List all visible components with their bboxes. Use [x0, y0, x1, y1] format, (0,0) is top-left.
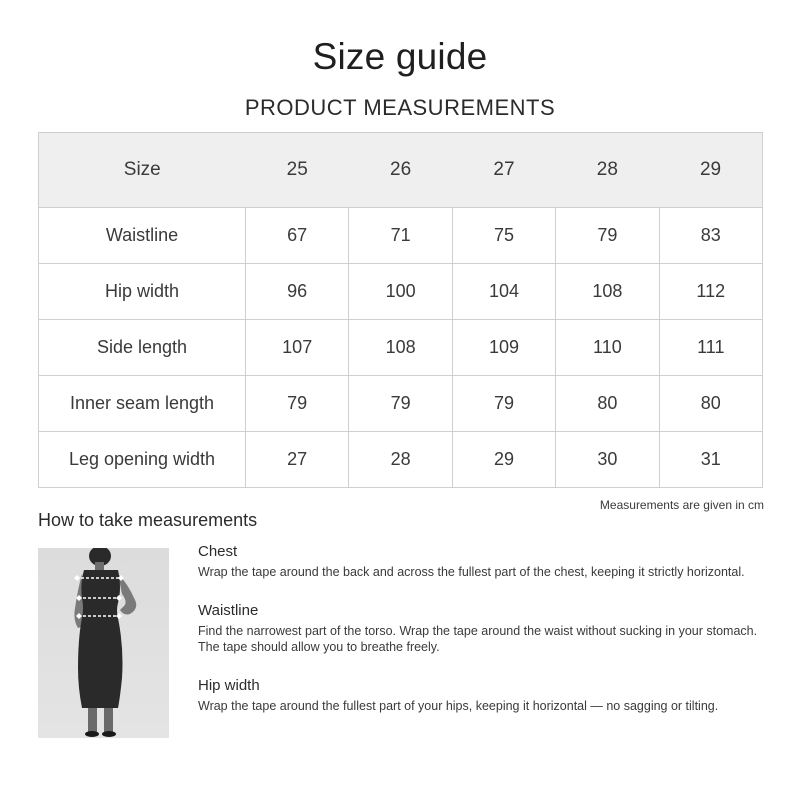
table-header-cell: Size — [39, 133, 246, 208]
table-cell: 109 — [452, 320, 555, 376]
table-cell: 29 — [452, 432, 555, 488]
table-cell: 83 — [659, 208, 762, 264]
figure-illustration — [38, 548, 169, 738]
table-cell: 79 — [349, 376, 452, 432]
table-cell: 67 — [246, 208, 349, 264]
instruction-chest — [198, 543, 768, 580]
table-row — [39, 264, 763, 320]
instruction-text: Wrap the tape around the fullest part of your hips, keeping it horizontal — no sagging or tilting. — [198, 699, 719, 713]
instruction-text: Find the narrowest part of the torso. Wrap the tape around the waist without sucking in your stomach. The tape should allow you to breathe freely. — [198, 624, 758, 654]
table-header-cell: 27 — [452, 133, 555, 208]
row-label: Hip width — [39, 264, 246, 320]
table-cell: 31 — [659, 432, 762, 488]
instruction-waistline — [198, 602, 768, 655]
page-title: Size guide — [312, 36, 488, 77]
table-cell: 28 — [349, 432, 452, 488]
row-label: Inner seam length — [39, 376, 246, 432]
table-cell: 79 — [556, 208, 659, 264]
table-cell: 108 — [349, 320, 452, 376]
table-row — [39, 376, 763, 432]
table-header-cell: 28 — [556, 133, 659, 208]
table-cell: 27 — [246, 432, 349, 488]
table-header-cell: 29 — [659, 133, 762, 208]
table-cell: 112 — [659, 264, 762, 320]
row-label: Waistline — [39, 208, 246, 264]
table-cell: 75 — [452, 208, 555, 264]
table-cell: 107 — [246, 320, 349, 376]
table-cell: 110 — [556, 320, 659, 376]
table-cell: 79 — [452, 376, 555, 432]
table-cell: 111 — [659, 320, 762, 376]
table-row — [39, 320, 763, 376]
units-note: Measurements are given in cm — [599, 498, 764, 512]
table-cell: 71 — [349, 208, 452, 264]
table-cell: 79 — [246, 376, 349, 432]
instruction-title: Chest — [198, 543, 238, 560]
instruction-title: Hip width — [198, 677, 260, 694]
table-row — [39, 208, 763, 264]
table-header-cell: 25 — [246, 133, 349, 208]
table-cell: 96 — [246, 264, 349, 320]
row-label: Side length — [39, 320, 246, 376]
table-cell: 108 — [556, 264, 659, 320]
table-cell: 80 — [556, 376, 659, 432]
instruction-text: Wrap the tape around the back and across the fullest part of the chest, keeping it strictly horizontal. — [198, 565, 745, 579]
measurement-instructions — [198, 543, 768, 736]
size-table — [38, 132, 763, 488]
table-header-row — [39, 133, 763, 208]
table-cell: 100 — [349, 264, 452, 320]
instruction-hip-width — [198, 677, 768, 714]
table-cell: 30 — [556, 432, 659, 488]
section-subtitle: PRODUCT MEASUREMENTS — [244, 95, 556, 120]
instruction-title: Waistline — [198, 602, 259, 619]
table-cell: 104 — [452, 264, 555, 320]
howto-heading: How to take measurements — [38, 510, 258, 530]
woman-measurement-figure-icon — [38, 548, 169, 738]
table-header-cell: 26 — [349, 133, 452, 208]
row-label: Leg opening width — [39, 432, 246, 488]
table-row — [39, 432, 763, 488]
table-cell: 80 — [659, 376, 762, 432]
